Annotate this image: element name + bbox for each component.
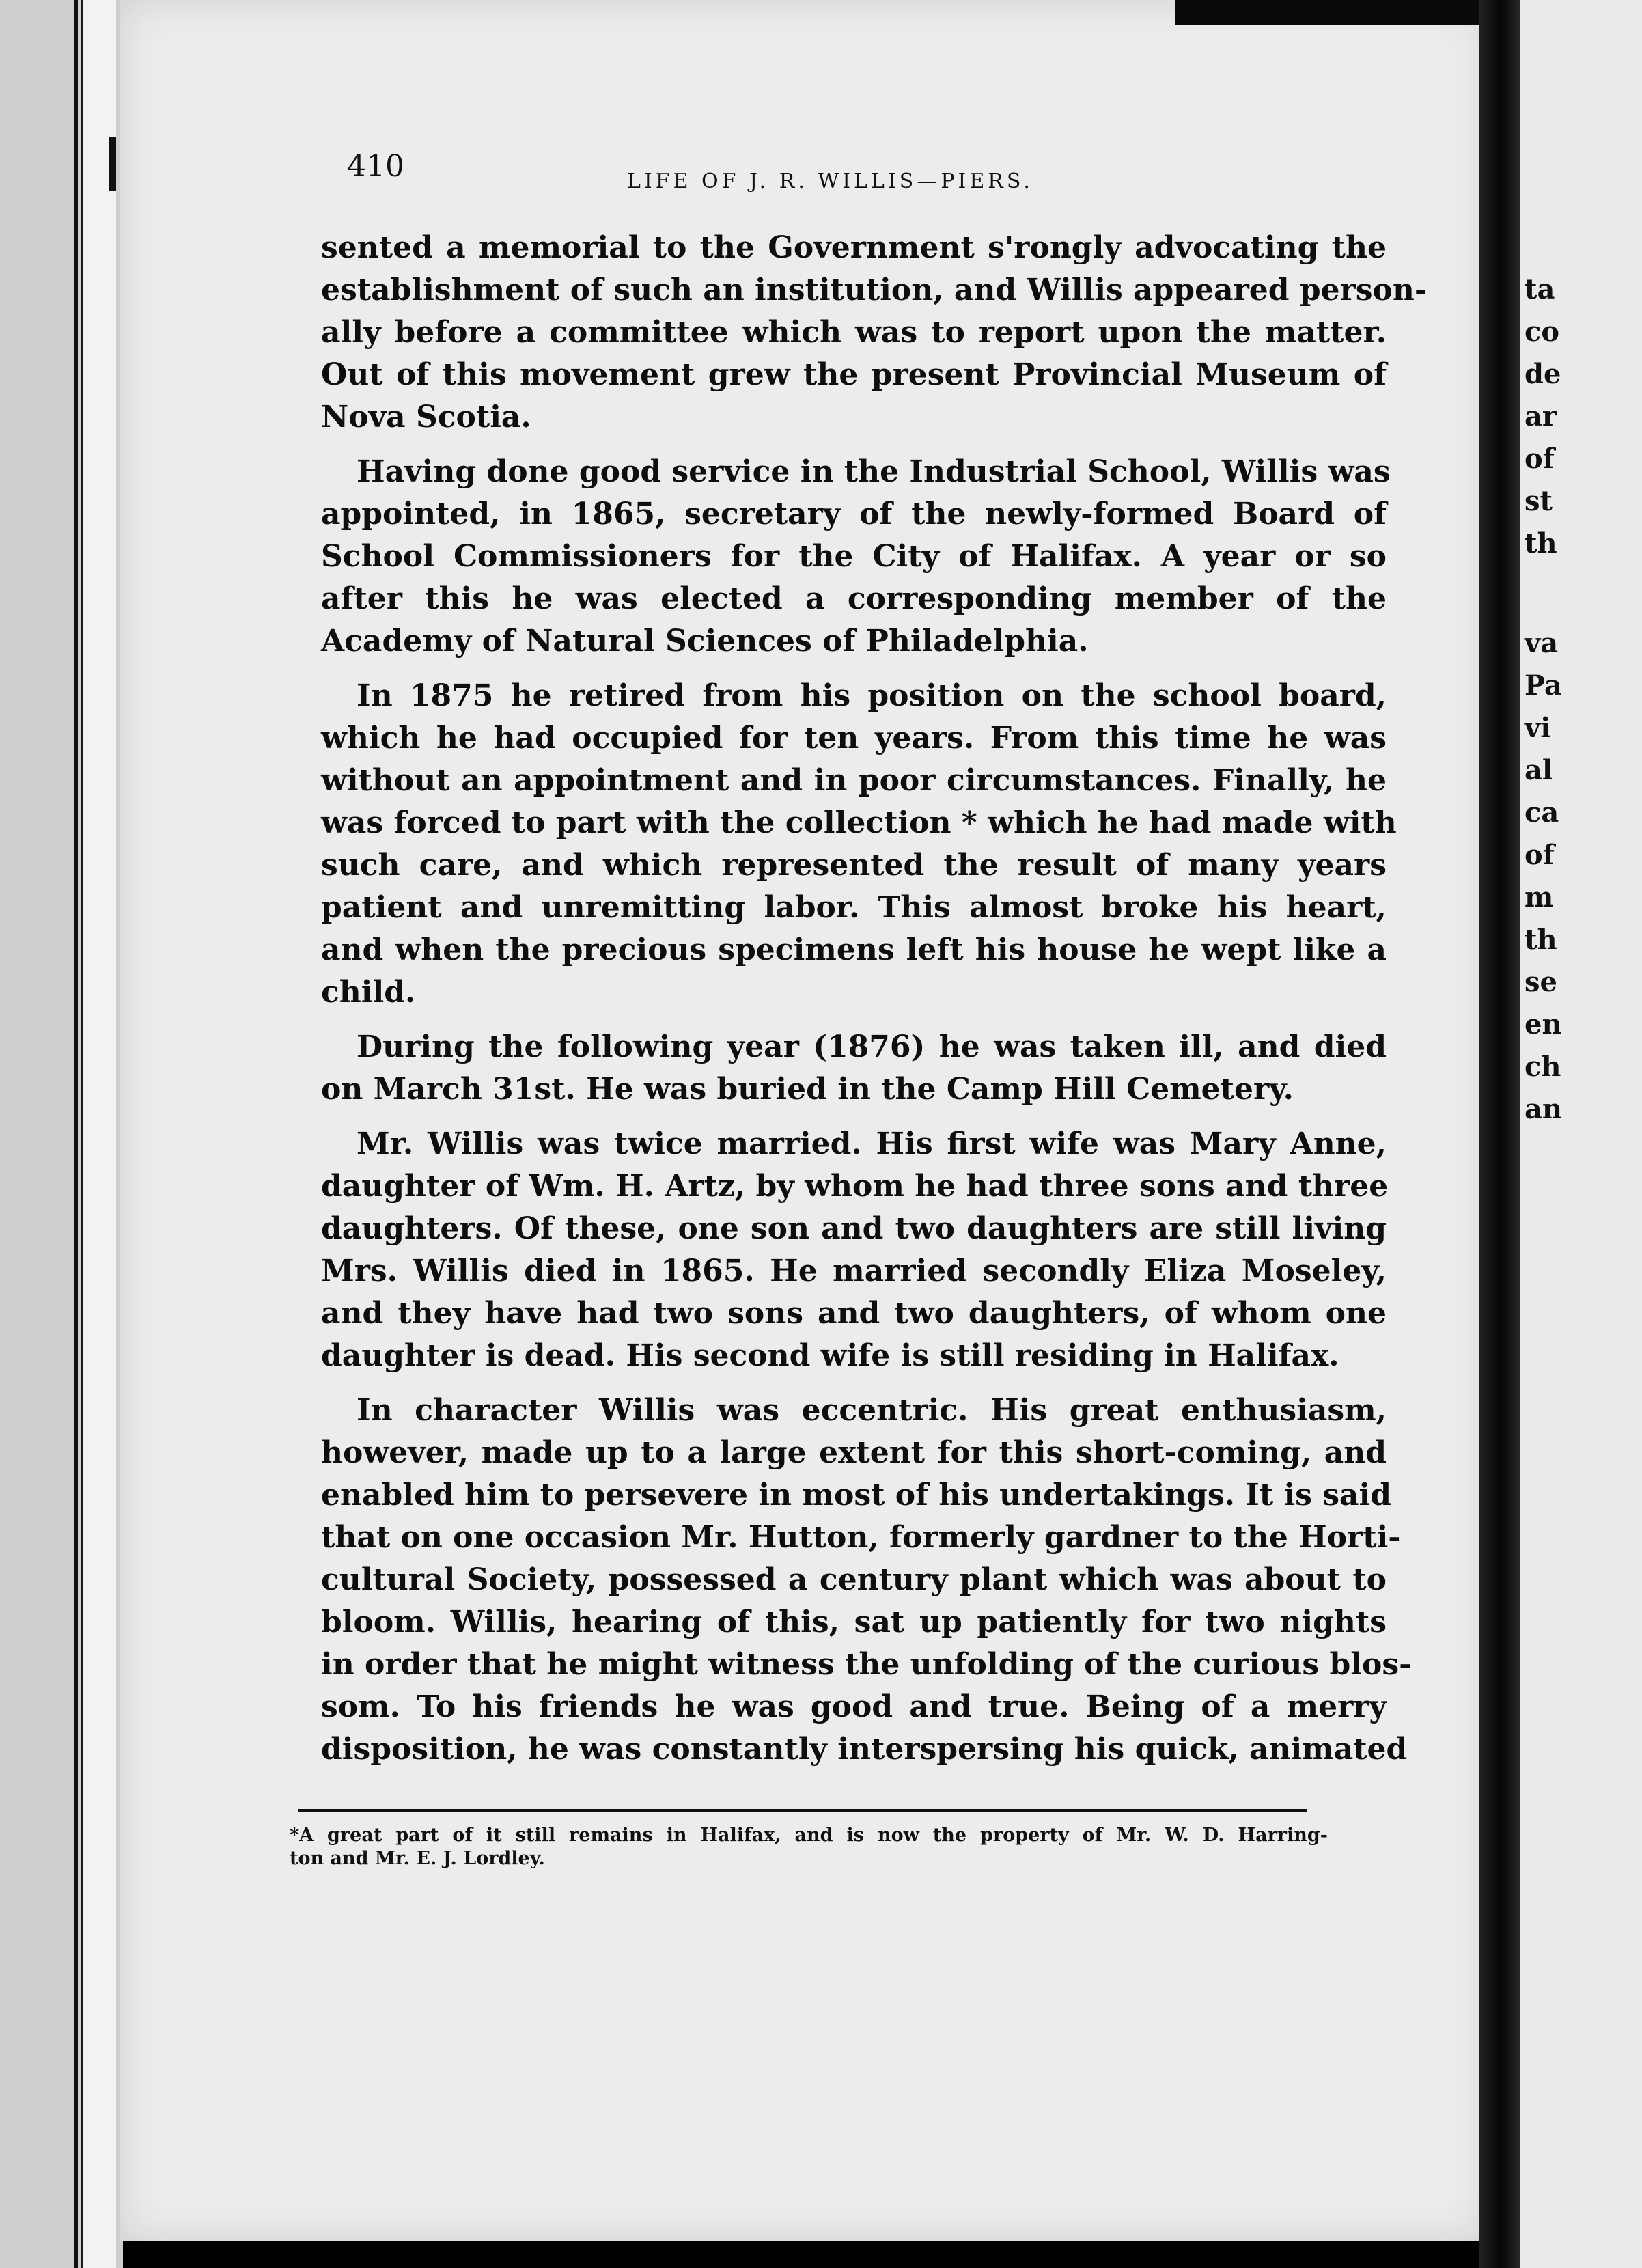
text-line: establishment of such an institution, and Willis appeared person-: [321, 273, 1428, 307]
text-line: however, made up to a large extent for this short-coming, and: [321, 1435, 1387, 1470]
text-line: was forced to part with the collection * which he had made with: [321, 805, 1397, 840]
text-line: which he had occupied for ten years. From this time he was: [321, 721, 1387, 756]
left-page-strip: [81, 0, 116, 2268]
paragraph-gap: [321, 1111, 1387, 1123]
facing-page-fragment: vi: [1525, 712, 1551, 744]
text-line: child.: [321, 975, 416, 1010]
text-line: Academy of Natural Sciences of Philadelphia.: [321, 624, 1089, 659]
paragraph-gap: [321, 663, 1387, 675]
facing-page-fragment: de: [1525, 358, 1561, 390]
text-line: patient and unremitting labor. This almost broke his heart,: [321, 890, 1387, 925]
text-line: daughter of Wm. H. Artz, by whom he had three sons and three: [321, 1169, 1389, 1204]
text-line: sented a memorial to the Government s'rongly advocating the: [321, 230, 1387, 265]
text-line: cultural Society, possessed a century plant which was about to: [321, 1562, 1387, 1597]
text-line: Out of this movement grew the present Provincial Museum of: [321, 357, 1387, 392]
facing-page-fragment: va: [1525, 627, 1559, 659]
text-line: daughter is dead. His second wife is still residing in Halifax.: [321, 1338, 1339, 1373]
text-line: daughters. Of these, one son and two daughters are still living: [321, 1211, 1387, 1246]
facing-page-fragment: en: [1525, 1008, 1562, 1040]
facing-page-fragment: Pa: [1525, 669, 1562, 702]
text-line: School Commissioners for the City of Halifax. A year or so: [321, 539, 1387, 574]
facing-page-fragment: ta: [1525, 273, 1555, 305]
running-head: LIFE OF J. R. WILLIS—PIERS.: [627, 169, 1033, 193]
left-page-edge: [0, 0, 123, 2268]
facing-page-fragment: of: [1525, 839, 1555, 871]
paragraph-gap: [321, 1014, 1387, 1026]
body-text: [321, 227, 1428, 1771]
page-number: 410: [347, 149, 404, 184]
footnote: [290, 1824, 1328, 1870]
text-line: in order that he might witness the unfolding of the curious blos-: [321, 1647, 1412, 1682]
paragraph: [321, 1389, 1412, 1771]
paragraph: [321, 1123, 1387, 1377]
footnote-line: ton and Mr. E. J. Lordley.: [290, 1848, 545, 1869]
facing-page-fragment: of: [1525, 443, 1555, 475]
text-line: Mr. Willis was twice married. His first wife was Mary Anne,: [357, 1126, 1387, 1161]
text-line: In character Willis was eccentric. His great enthusiasm,: [357, 1393, 1387, 1428]
facing-page-fragment: th: [1525, 924, 1557, 956]
text-line: During the following year (1876) he was taken ill, and died: [357, 1029, 1387, 1064]
paragraph: [321, 675, 1397, 1014]
facing-page-fragment: m: [1525, 881, 1554, 913]
paragraph: [321, 227, 1428, 439]
facing-page-fragment: st: [1525, 485, 1553, 517]
facing-page-fragment: ar: [1525, 400, 1557, 432]
facing-page-fragment: co: [1525, 316, 1560, 348]
text-line: bloom. Willis, hearing of this, sat up patiently for two nights: [321, 1605, 1387, 1640]
left-margin-rule: [74, 0, 78, 2268]
facing-page-fragment: al: [1525, 754, 1553, 786]
facing-page-fragment: th: [1525, 527, 1557, 559]
text-line: such care, and which represented the result of many years: [321, 848, 1387, 883]
text-line: after this he was elected a corresponding member of the: [321, 581, 1387, 616]
facing-page-fragment: an: [1525, 1093, 1562, 1125]
text-line: som. To his friends he was good and true. Being of a merry: [321, 1689, 1387, 1724]
text-line: on March 31st. He was buried in the Camp Hill Cemetery.: [321, 1072, 1294, 1107]
facing-page-fragment: se: [1525, 966, 1557, 998]
text-line: In 1875 he retired from his position on the school board,: [357, 678, 1387, 713]
top-dark-band: [1175, 0, 1516, 25]
text-line: Having done good service in the Industrial School, Willis was: [357, 454, 1391, 489]
facing-page-fragment: ca: [1525, 797, 1559, 829]
facing-page-fragment: ch: [1525, 1051, 1561, 1083]
left-edge-tick: [109, 137, 116, 191]
footnote-rule: [298, 1809, 1307, 1812]
footnote-line: *A great part of it still remains in Halifax, and is now the property of Mr. W. D. Harring-: [290, 1825, 1328, 1846]
text-line: ally before a committee which was to report upon the matter.: [321, 315, 1387, 350]
paragraph-gap: [321, 439, 1387, 451]
paragraph: [321, 1026, 1387, 1111]
text-line: and when the precious specimens left his house he wept like a: [321, 932, 1387, 967]
text-line: Nova Scotia.: [321, 400, 531, 434]
text-line: and they have had two sons and two daughters, of whom one: [321, 1296, 1387, 1331]
text-line: enabled him to persevere in most of his undertakings. It is said: [321, 1478, 1392, 1512]
text-line: appointed, in 1865, secretary of the newly-formed Board of: [321, 497, 1387, 531]
text-line: that on one occasion Mr. Hutton, formerly gardner to the Horti-: [321, 1520, 1401, 1555]
paragraph-gap: [321, 1377, 1387, 1389]
paragraph: [321, 451, 1391, 663]
text-line: without an appointment and in poor circumstances. Finally, he: [321, 763, 1387, 798]
text-line: disposition, he was constantly interspersing his quick, animated: [321, 1732, 1408, 1767]
text-line: Mrs. Willis died in 1865. He married secondly Eliza Moseley,: [321, 1254, 1387, 1288]
book-spine: [1479, 0, 1522, 2268]
facing-page: [1520, 0, 1642, 2268]
